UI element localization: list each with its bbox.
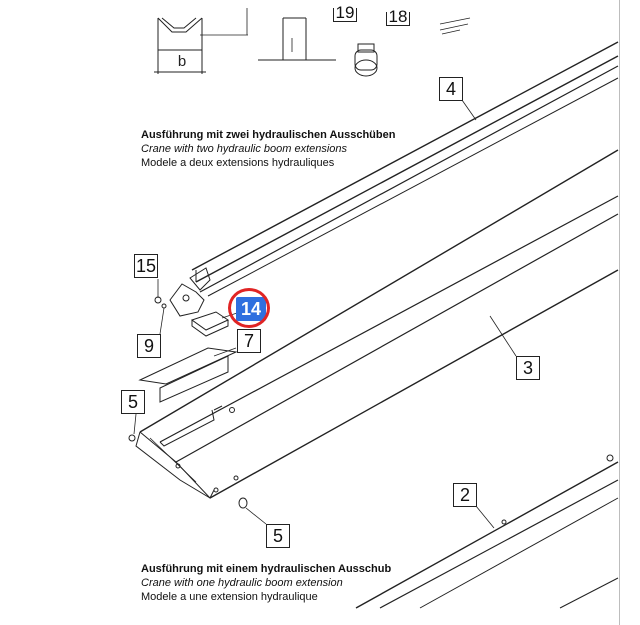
callout-9: 9 (137, 334, 161, 358)
callout-14-highlighted[interactable]: 14 (236, 297, 266, 321)
callout-18: 18 (386, 12, 410, 26)
callout-3: 3 (516, 356, 540, 380)
callout-2: 2 (453, 483, 477, 507)
caption-one-extension (141, 562, 391, 604)
caption-one-ext-de: Ausführung mit einem hydraulischen Ausschub (141, 563, 392, 575)
dimension-label-b: b (177, 53, 187, 70)
viewer-edge-divider (619, 0, 620, 625)
callout-4: 4 (439, 77, 463, 101)
callout-19: 19 (333, 8, 357, 22)
caption-two-ext-de: Ausführung mit zwei hydraulischen Ausschüben (141, 129, 396, 141)
caption-two-ext-en: Crane with two hydraulic boom extensions (141, 143, 348, 155)
callout-15: 15 (135, 256, 157, 276)
callout-5-upper: 5 (121, 390, 145, 414)
caption-two-extensions (141, 128, 395, 170)
caption-one-ext-en: Crane with one hydraulic boom extension (141, 577, 343, 589)
caption-one-ext-fr: Modele a une extension hydraulique (141, 591, 318, 603)
callout-7: 7 (237, 329, 261, 353)
caption-two-ext-fr: Modele a deux extensions hydrauliques (141, 157, 335, 169)
callout-5-lower: 5 (266, 524, 290, 548)
